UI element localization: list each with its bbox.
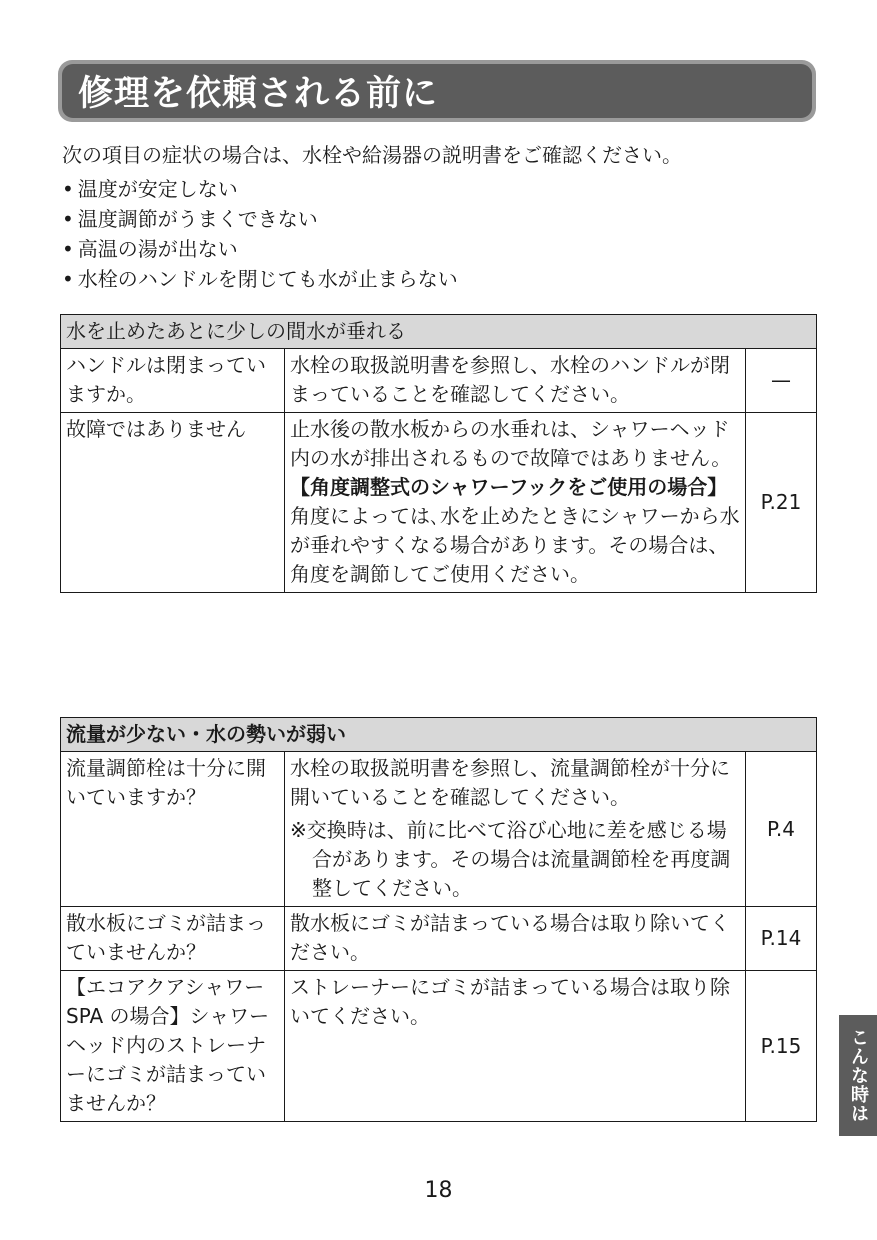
- symptom-list: [62, 174, 458, 294]
- table-row: [61, 907, 817, 971]
- cause-cell: 散水板にゴミが詰まっていませんか？: [61, 907, 285, 971]
- remedy-note: ※交換時は、前に比べて浴び心地に差を感じる場合があります。その場合は流量調節栓を再度調整してください。: [290, 818, 731, 900]
- cause-cell: 【エコアクアシャワー SPA の場合】シャワーヘッド内のストレーナーにゴミが詰まっていませんか？: [61, 971, 285, 1122]
- remedy-cell: [285, 752, 746, 907]
- page-ref-cell: P.4: [746, 752, 817, 907]
- remedy-cell: ストレーナーにゴミが詰まっている場合は取り除いてください。: [285, 971, 746, 1122]
- remedy-subheading: 【角度調整式のシャワーフックをご使用の場合】: [290, 475, 728, 499]
- page-ref-cell: —: [746, 349, 817, 413]
- table-header-row: [61, 315, 817, 349]
- section-side-tab: [839, 1015, 877, 1136]
- remedy-extra-text: 角度によっては､水を止めたときにシャワーから水が垂れやすくなる場合があります。その場合は、角度を調節してご使用ください。: [290, 504, 740, 586]
- list-item: • 水栓のハンドルを閉じても水が止まらない: [62, 264, 458, 294]
- page-ref-cell: P.21: [746, 413, 817, 593]
- list-item: • 温度が安定しない: [62, 174, 458, 204]
- table-header: 水を止めたあとに少しの間水が垂れる: [61, 315, 817, 349]
- cause-cell: ハンドルは閉まっていますか。: [61, 349, 285, 413]
- page-ref-cell: P.15: [746, 971, 817, 1122]
- side-tab-label: こんな時は: [848, 1028, 869, 1123]
- page-title: 修理を依頼される前に: [78, 74, 439, 114]
- remedy-cell: [285, 413, 746, 593]
- table-row: [61, 752, 817, 907]
- remedy-text: 水栓の取扱説明書を参照し、流量調節栓が十分に開いていることを確認してください。: [290, 756, 730, 809]
- table-low-flow: [60, 717, 817, 1122]
- title-banner: [58, 60, 816, 122]
- table-header: 流量が少ない・水の勢いが弱い: [61, 718, 817, 752]
- remedy-cell: 水栓の取扱説明書を参照し、水栓のハンドルが閉まっていることを確認してください。: [285, 349, 746, 413]
- cause-cell: 故障ではありません: [61, 413, 285, 593]
- table-water-dripping: [60, 314, 817, 593]
- remedy-text: 止水後の散水板からの水垂れは、シャワーヘッド内の水が排出されるもので故障ではありません。: [290, 417, 732, 470]
- table-row: [61, 413, 817, 593]
- page-ref-cell: P.14: [746, 907, 817, 971]
- list-item: • 高温の湯が出ない: [62, 234, 458, 264]
- table-header-row: [61, 718, 817, 752]
- list-item: • 温度調節がうまくできない: [62, 204, 458, 234]
- cause-cell: 流量調節栓は十分に開いていますか？: [61, 752, 285, 907]
- table-row: [61, 971, 817, 1122]
- table-row: [61, 349, 817, 413]
- remedy-cell: 散水板にゴミが詰まっている場合は取り除いてください。: [285, 907, 746, 971]
- title-banner-inner: [62, 64, 812, 118]
- intro-text: 次の項目の症状の場合は、水栓や給湯器の説明書をご確認ください。: [62, 143, 682, 167]
- page-number: 18: [424, 1178, 453, 1203]
